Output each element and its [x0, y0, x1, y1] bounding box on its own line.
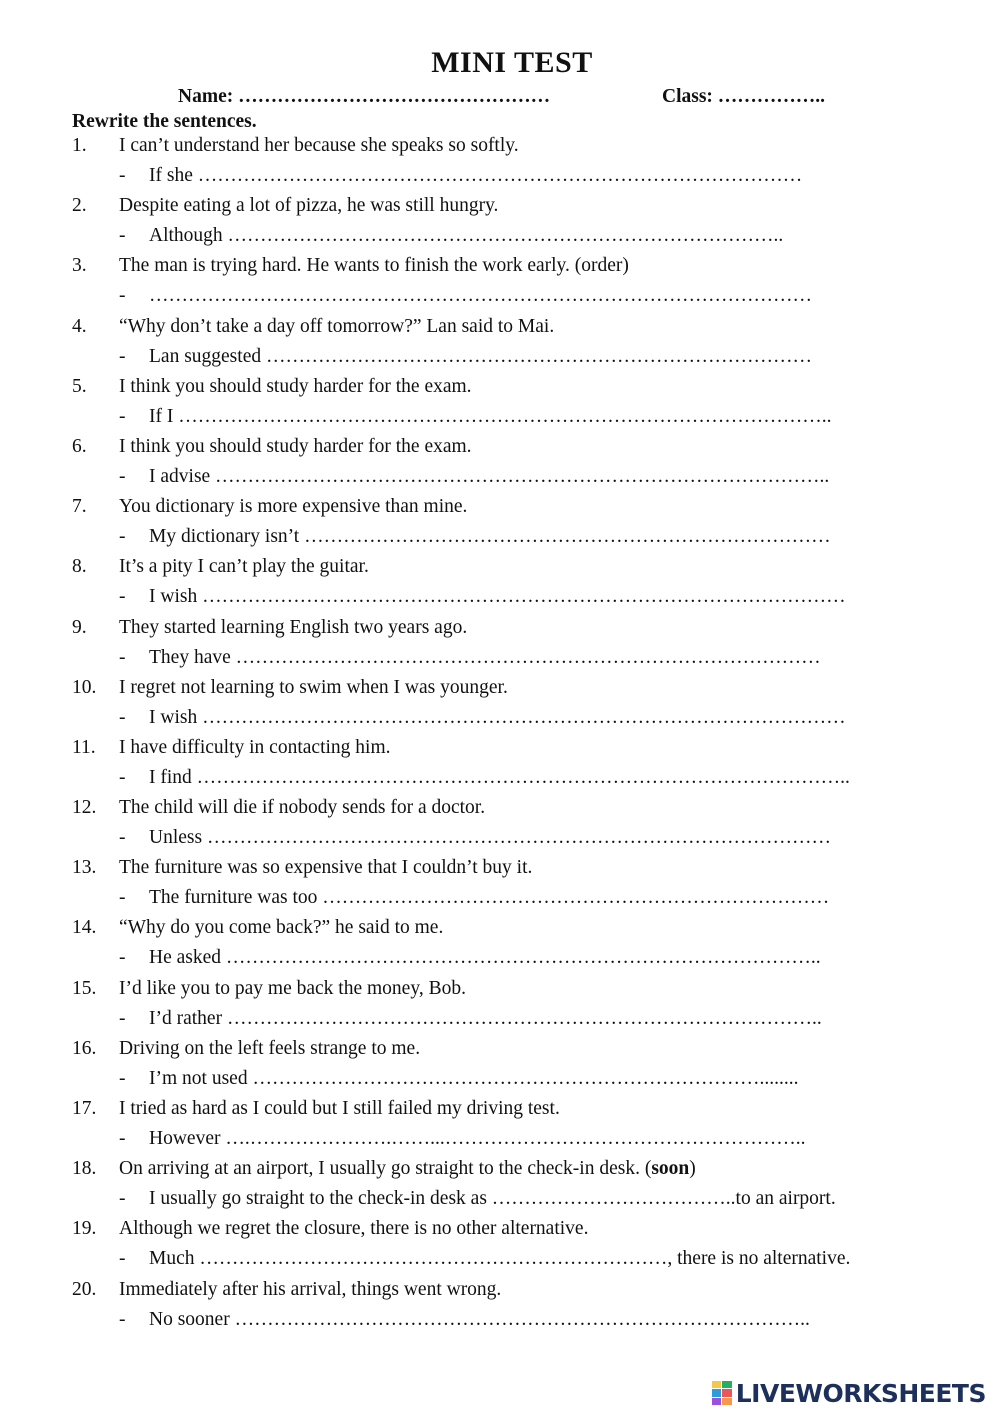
answer-line[interactable]: …………………………………………………………………………………………	[149, 285, 812, 307]
question-item	[0, 1216, 1000, 1276]
answer-line[interactable]: The furniture was too ……………………………………………………………………	[149, 887, 830, 909]
answer-line[interactable]: I usually go straight to the check-in desk as ………………………………..to an airport.	[149, 1188, 836, 1210]
question-text-part: On arriving at an airport, I usually go straight to the check-in desk. (	[119, 1158, 652, 1180]
question-text: “Why do you come back?” he said to me.	[119, 917, 444, 939]
liveworksheets-logo-icon	[712, 1381, 732, 1405]
question-number: 16.	[72, 1037, 97, 1059]
question-text: The child will die if nobody sends for a doctor.	[119, 797, 486, 819]
question-item	[0, 675, 1000, 735]
answer-line[interactable]: No sooner ……………………………………………………………………………..	[149, 1308, 810, 1330]
instruction: Rewrite the sentences.	[72, 111, 257, 132]
question-number: 12.	[72, 797, 97, 819]
question-list	[0, 133, 1000, 1337]
page-title: MINI TEST	[431, 46, 593, 79]
bullet-dash: -	[119, 646, 126, 668]
question-item	[0, 735, 1000, 795]
question-item	[0, 1036, 1000, 1096]
bullet-dash: -	[119, 465, 126, 487]
answer-line[interactable]: I’m not used ……………………………………………………………………........	[149, 1067, 799, 1089]
question-item	[0, 494, 1000, 554]
question-text: I regret not learning to swim when I was younger.	[119, 676, 508, 698]
question-text: I’d like you to pay me back the money, Bob.	[119, 977, 466, 999]
question-text	[119, 1158, 696, 1180]
question-number: 18.	[72, 1158, 97, 1180]
answer-line[interactable]: I find ………………………………………………………………………………………..	[149, 766, 850, 788]
question-number: 7.	[72, 496, 87, 518]
bullet-dash: -	[119, 827, 126, 849]
question-text: Immediately after his arrival, things went wrong.	[119, 1278, 502, 1300]
name-field-label: Name: …………………………………………	[178, 86, 551, 107]
question-text: They started learning English two years ago.	[119, 616, 468, 638]
bullet-dash: -	[119, 586, 126, 608]
question-number: 1.	[72, 135, 87, 156]
bullet-dash: -	[119, 225, 126, 247]
question-item	[0, 915, 1000, 975]
question-text: It’s a pity I can’t play the guitar.	[119, 556, 369, 578]
answer-line[interactable]: I’d rather ………………………………………………………………………………..	[149, 1007, 822, 1029]
bullet-dash: -	[119, 1007, 126, 1029]
question-text: The furniture was so expensive that I couldn’t buy it.	[119, 857, 533, 879]
question-number: 14.	[72, 917, 97, 939]
question-number: 10.	[72, 676, 97, 698]
answer-line[interactable]: I advise …………………………………………………………………………………..	[149, 465, 830, 487]
question-item	[0, 193, 1000, 253]
bullet-dash: -	[119, 1188, 126, 1210]
bullet-dash: -	[119, 1128, 126, 1149]
question-number: 11.	[72, 736, 96, 758]
answer-line[interactable]: Much ………………………………………………………………, there is no alternative.	[149, 1248, 851, 1270]
answer-line[interactable]: Lan suggested …………………………………………………………………………	[149, 345, 812, 367]
question-number: 9.	[72, 616, 87, 638]
question-text: I think you should study harder for the exam.	[119, 375, 472, 397]
answer-line[interactable]: I wish ………………………………………………………………………………………	[149, 586, 846, 608]
question-number: 19.	[72, 1218, 97, 1240]
question-item	[0, 615, 1000, 675]
answer-line[interactable]: Although …………………………………………………………………………..	[149, 225, 784, 247]
liveworksheets-logo	[712, 1376, 986, 1410]
logo-text: LIVEWORKSHEETS	[735, 1378, 986, 1408]
question-item	[0, 253, 1000, 313]
bullet-dash: -	[119, 285, 126, 307]
question-item	[0, 976, 1000, 1036]
answer-line[interactable]: I wish ………………………………………………………………………………………	[149, 706, 846, 728]
question-number: 13.	[72, 857, 97, 879]
question-item	[0, 1156, 1000, 1216]
question-item	[0, 374, 1000, 434]
keyword: soon	[651, 1158, 690, 1180]
question-number: 5.	[72, 375, 87, 397]
question-number: 4.	[72, 315, 87, 337]
question-item	[0, 314, 1000, 374]
bullet-dash: -	[119, 165, 126, 186]
question-text: I think you should study harder for the exam.	[119, 435, 472, 457]
answer-line[interactable]: He asked ………………………………………………………………………………..	[149, 947, 821, 969]
question-number: 3.	[72, 255, 87, 277]
answer-line[interactable]: Unless ……………………………………………………………………………………	[149, 827, 831, 849]
question-text: You dictionary is more expensive than mine.	[119, 496, 468, 518]
answer-line[interactable]: However ….………………….……...………………………………………………..	[149, 1128, 806, 1149]
question-item	[0, 434, 1000, 494]
question-number: 20.	[72, 1278, 97, 1300]
question-number: 2.	[72, 195, 87, 217]
bullet-dash: -	[119, 706, 126, 728]
answer-line[interactable]: If I ………………………………………………………………………………………..	[149, 405, 832, 427]
question-number: 15.	[72, 977, 97, 999]
question-item	[0, 133, 1000, 193]
bullet-dash: -	[119, 405, 126, 427]
bullet-dash: -	[119, 1067, 126, 1089]
answer-line[interactable]: If she …………………………………………………………………………………	[149, 165, 803, 186]
question-item	[0, 795, 1000, 855]
bullet-dash: -	[119, 766, 126, 788]
question-number: 6.	[72, 435, 87, 457]
bullet-dash: -	[119, 526, 126, 548]
question-text: The man is trying hard. He wants to finish the work early. (order)	[119, 255, 629, 277]
bullet-dash: -	[119, 947, 126, 969]
class-field-label: Class: ……………..	[662, 86, 826, 107]
question-text: I can’t understand her because she speaks so softly.	[119, 135, 519, 156]
bullet-dash: -	[119, 887, 126, 909]
question-text: I have difficulty in contacting him.	[119, 736, 391, 758]
question-item	[0, 1096, 1000, 1156]
question-item	[0, 1277, 1000, 1337]
question-text: I tried as hard as I could but I still failed my driving test.	[119, 1098, 560, 1119]
question-text: Driving on the left feels strange to me.	[119, 1037, 421, 1059]
question-text: “Why don’t take a day off tomorrow?” Lan said to Mai.	[119, 315, 555, 337]
answer-line[interactable]: They have ………………………………………………………………………………	[149, 646, 821, 668]
question-number: 17.	[72, 1098, 97, 1119]
question-number: 8.	[72, 556, 87, 578]
answer-line[interactable]: My dictionary isn’t ………………………………………………………………………	[149, 526, 831, 548]
question-text: Although we regret the closure, there is no other alternative.	[119, 1218, 589, 1240]
question-item	[0, 554, 1000, 614]
question-text-part: )	[689, 1158, 696, 1180]
question-text: Despite eating a lot of pizza, he was still hungry.	[119, 195, 499, 217]
question-item	[0, 855, 1000, 915]
bullet-dash: -	[119, 1248, 126, 1270]
bullet-dash: -	[119, 345, 126, 367]
bullet-dash: -	[119, 1308, 126, 1330]
